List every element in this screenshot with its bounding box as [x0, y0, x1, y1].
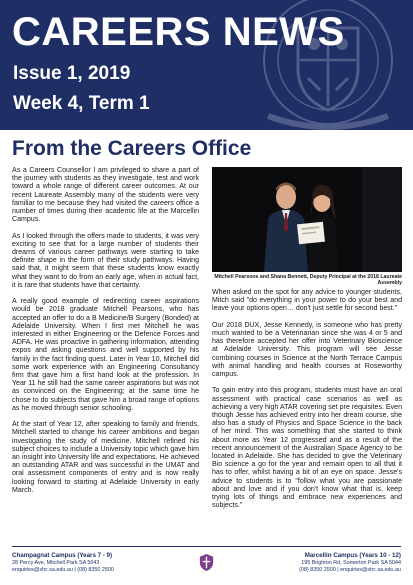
- paragraph: As a Careers Counsellor I am privileged to share a part of the journey with students as they investigate, test and work toward a whole range of different career outcomes. At our recent Laureate Assembly many of the students were very familiar to me because they had visited the careers office a number of times during their academic life at the Marcellin Campus.: [12, 167, 199, 224]
- paragraph: When asked on the spot for any advice to younger students, Mitch said "do everything in your power to do your best and leave your options open… don't just settle for second best.": [212, 289, 402, 313]
- photo-illustration: [212, 167, 402, 272]
- campus-name: Marcellin Campus (Years 10 - 12): [304, 552, 401, 559]
- champagnat-campus-info: [12, 552, 182, 574]
- section-title: From the Careers Office: [12, 137, 252, 160]
- footer-divider: [12, 546, 401, 547]
- paragraph: Our 2018 DUX, Jesse Kennedy, is someone who has pretty much wanted to be a Veterinarian since she was 4 or 5 and has therefore accepted her offer into Veterinary Bioscience at Adelaide University. This program will see Jesse combining courses in Science at the North Terrace Campus with animal handling and health courses at Roseworthy campus.: [212, 321, 402, 379]
- campus-name: Champagnat Campus (Years 7 - 9): [12, 552, 113, 559]
- school-logo-icon: [197, 553, 216, 572]
- campus-contact: enquiries@shc.sa.edu.au | (08) 8350 2500: [12, 567, 114, 573]
- newsletter-title: CAREERS NEWS: [12, 10, 345, 54]
- right-column: [212, 289, 402, 519]
- left-column: [12, 167, 199, 503]
- newsletter-footer: [0, 546, 413, 585]
- campus-address: 195 Brighton Rd, Somerton Park SA 5044: [301, 560, 401, 566]
- photo-caption: Mitchell Pearsons and Shana Bennett, Deputy Principal at the 2018 Laureate Assembly: [214, 274, 402, 287]
- campus-contact: (08) 8350 2500 | enquiries@shc.sa.edu.au: [299, 567, 401, 573]
- paragraph: As I looked through the offers made to students, it was very exciting to see that for a large number of students their dreams of various career pathways were starting to take definite shape in the form of their study pathways. Having said that, it might seem that these students know exactly what they want to do from an early age, when in actual fact, it is rare that students have that certainty.: [12, 232, 199, 289]
- week-term-label: Week 4, Term 1: [13, 93, 150, 114]
- newsletter-header: [0, 0, 413, 130]
- campus-address: 28 Percy Ave, Mitchell Park SA 5043: [12, 560, 100, 566]
- paragraph: A really good example of redirecting career aspirations would be 2018 graduate Mitchell Pearsons, who has accepted an offer to do a B Medicine/B Surgery (Bonded) at Adelaide University. When I first met Mitchell he was interested in either Engineering or the Defence Forces and ADFA. He was proactive in gathering information, attending expos and asking questions and well supported by his family in the fact finding quest. Later in Year 10, Mitchell did some work experience with an Engineering Consultancy firm that gave him a first hand look at the profession. In Year 11 he still had the same career aspirations but was not as convinced on the Engineering; at the same time he chose to do subjects that gave him a broad range of options as he moved through senior schooling.: [12, 298, 199, 412]
- issue-label: Issue 1, 2019: [13, 63, 131, 84]
- marcellin-campus-info: [231, 552, 401, 574]
- photo-mitchell-shana: [212, 167, 402, 272]
- paragraph: To gain entry into this program, students must have an oral assessment with practical case scenarios as well as achieving a very high ATAR covering set pre requisites. Even though Jesse has achieved entry into her dream course, she also has a study of Physics and Space Science in the back of her mind. This was something that she started to think about more as Year 12 progressed and as a result of the recent announcement of the Australian Space Agency to be located in Adelaide. She has decided to give the Veterinary Bio science a go for the year and remain open to all that it has to offer, whilst having a bit of an eye on space. Jesse's advice to students is to "follow what you are passionate about and love and if you don't know what that is, keep trying lots of things and embrace new experiences and subjects.": [212, 387, 402, 510]
- paragraph: At the start of Year 12, after speaking to family and friends, Mitchell started to change his career ambitions and began investigating the study of medicine. Mitchell refined his subject choices to include a University topic which gave him an insight into University life and expectations. He achieved an outstanding ATAR and was successful in the UMAT and oral assessment components of entry and is now really looking forward to starting at Adelaide University in early March.: [12, 421, 199, 494]
